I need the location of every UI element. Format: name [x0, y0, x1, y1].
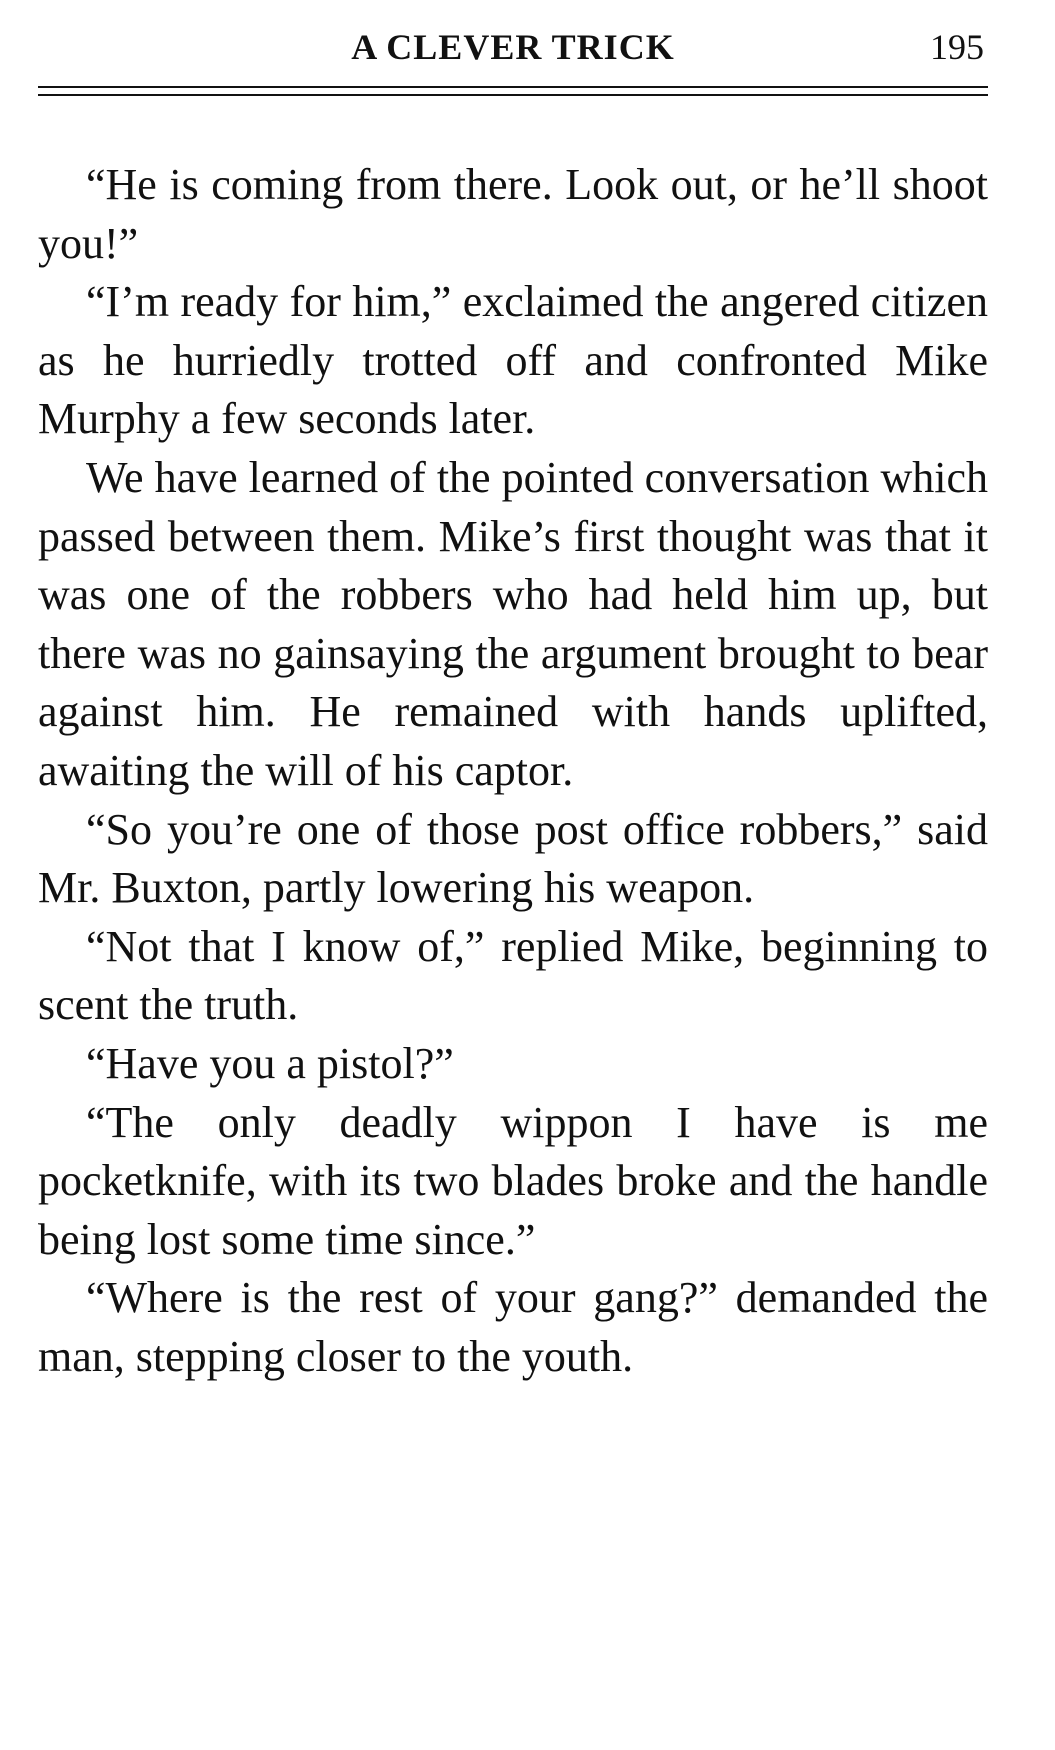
- running-head: [38, 22, 988, 72]
- paragraph: “So you’re one of those post office robbers,” said Mr. Buxton, partly lowering his weapon.: [38, 804, 988, 913]
- paragraph: “He is coming from there. Look out, or he’ll shoot you!”: [38, 160, 988, 268]
- paragraph: “Not that I know of,” replied Mike, beginning to scent the truth.: [38, 921, 988, 1030]
- book-page: [38, 0, 988, 1750]
- paragraph: We have learned of the pointed conversation which passed between them. Mike’s first thought was that it was one of the robbers who had held him up, but there was no gainsaying the argument brought to bear against him. He remained with hands uplifted, awaiting the will of his captor.: [38, 452, 988, 795]
- running-title: A CLEVER TRICK: [351, 27, 675, 67]
- header-rule-bottom: [38, 94, 988, 96]
- paragraph: “I’m ready for him,” exclaimed the angered citizen as he hurriedly trotted off and confronted Mike Murphy a few seconds later.: [38, 277, 988, 444]
- paragraph: “Have you a pistol?”: [86, 1038, 454, 1088]
- paragraph: “The only deadly wippon I have is me pocketknife, with its two blades broke and the handle being lost some time since.”: [38, 1097, 988, 1264]
- paragraph: “Where is the rest of your gang?” demanded the man, stepping closer to the youth.: [38, 1273, 988, 1381]
- text-body: [38, 156, 988, 1386]
- header-rule-top: [38, 86, 988, 88]
- page-number: 195: [930, 27, 984, 67]
